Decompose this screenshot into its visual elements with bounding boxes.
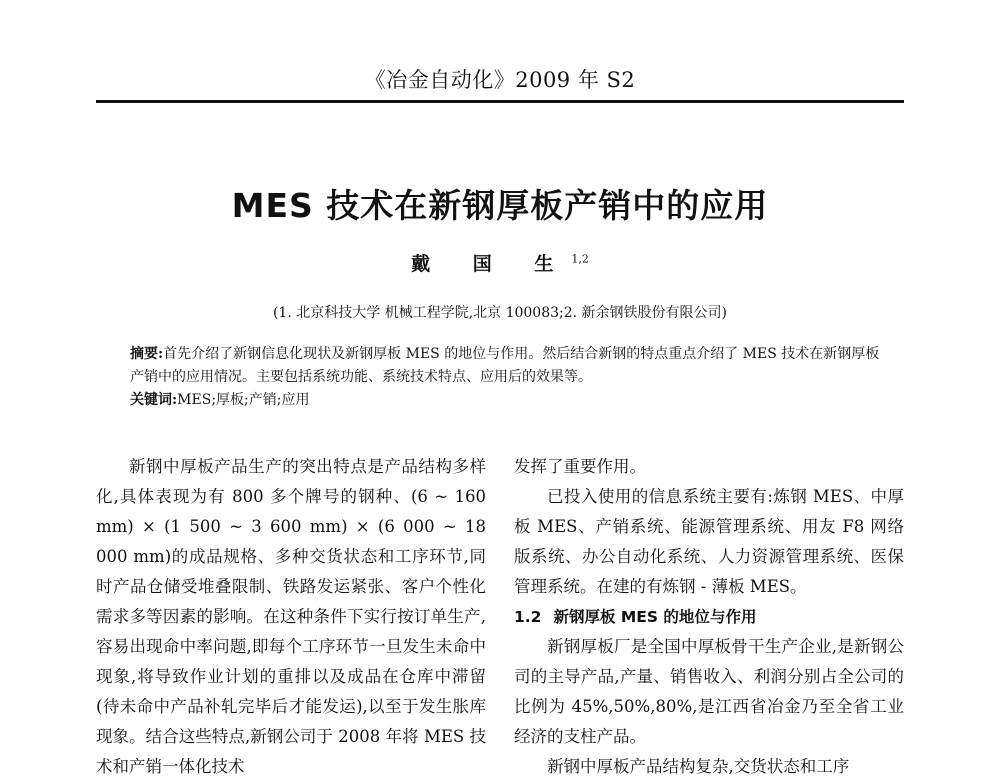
body-paragraph: 新钢中厚板产品生产的突出特点是产品结构多样化,具体表现为有 800 多个牌号的钢种、(6 ~ 160 mm) × (1 500 ~ 3 600 mm) × (6 000 ~ 18 000 mm)的成品规格、多种交货状态和工序环节,同时产品仓储受堆叠限制、铁路发运紧张、客户个性化需求多等因素的影响。在这种条件下实行按订单生产,容易出现命中率问题,即每个工序环节一旦发生未命中现象,将导致作业计划的重排以及成品在仓库中滞留(待未命中产品补轧完毕后才能发运),以至于发生胀库现象。结合这些特点,新钢公司于 2008 年将 MES 技术和产销一体化技术	[96, 457, 486, 776]
abstract	[130, 343, 890, 389]
keywords-label: 关键词:	[130, 392, 178, 408]
section-number: 1.2	[514, 608, 542, 626]
author-name: 戴 国 生	[411, 253, 572, 275]
paper-title: MES 技术在新钢厚板产销中的应用	[231, 186, 769, 225]
body-paragraph-status: 新钢厚板厂是全国中厚板骨干生产企业,是新钢公司的主导产品,产量、销售收入、利润分别占全公司的比例为 45%,50%,80%,是江西省冶金乃至全省工业经济的支柱产品。	[514, 637, 904, 746]
header-rule	[96, 100, 904, 103]
abstract-block	[130, 343, 890, 412]
author-line	[0, 249, 1000, 276]
author-affiliation-marks: 1,2	[571, 252, 589, 266]
running-header: 《冶金自动化》2009 年 S2	[364, 68, 636, 92]
right-column	[514, 452, 904, 782]
affiliation: (1. 北京科技大学 机械工程学院,北京 100083;2. 新余钢铁股份有限公司)	[272, 305, 728, 321]
abstract-label: 摘要:	[130, 346, 164, 362]
body-paragraph-systems: 已投入使用的信息系统主要有:炼钢 MES、中厚板 MES、产销系统、能源管理系统、用友 F8 网络版系统、办公自动化系统、人力资源管理系统、医保管理系统。在建的有炼钢 - 薄板 MES。	[514, 487, 904, 596]
section-title: 新钢厚板 MES 的地位与作用	[553, 608, 757, 626]
body-paragraph-continued: 发挥了重要作用。	[514, 457, 646, 476]
body-paragraph-last: 新钢中厚板产品结构复杂,交货状态和工序	[547, 757, 850, 776]
keywords-text: MES;厚板;产销;应用	[177, 392, 310, 408]
keywords	[130, 389, 890, 412]
abstract-text: 首先介绍了新钢信息化现状及新钢厚板 MES 的地位与作用。然后结合新钢的特点重点介绍了 MES 技术在新钢厚板产销中的应用情况。主要包括系统功能、系统技术特点、应用后的效果等。	[130, 346, 880, 385]
left-column	[96, 452, 486, 782]
section-heading	[514, 602, 904, 632]
